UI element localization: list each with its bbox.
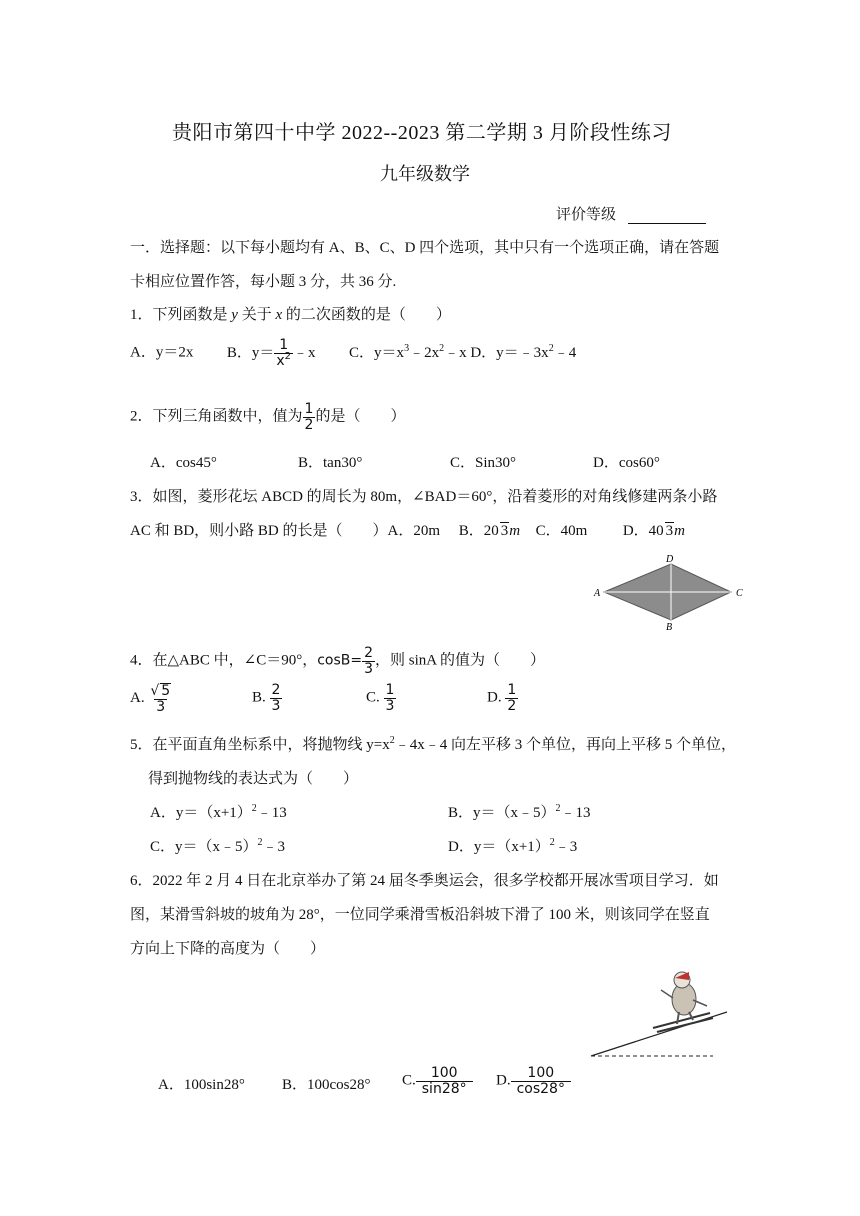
q6-option-a[interactable]: A．100sin28° bbox=[158, 1077, 245, 1093]
section-instructions-line2: 卡相应位置作答，每小题 3 分，共 36 分. bbox=[130, 274, 397, 290]
rhombus-figure bbox=[592, 553, 752, 633]
q1-option-d[interactable]: D．$y=﹣3x^2﹣4$ bbox=[470, 342, 577, 361]
q1-option-b[interactable]: B．y＝ $\frac{1}{x^2}$ ﹣x bbox=[226, 337, 316, 369]
section-instructions-line1: 一．选择题：以下每小题均有 A、B、C、D 四个选项，其中只有一个选项正确，请在答题 bbox=[130, 240, 720, 256]
page-subtitle: 九年级数学 bbox=[380, 164, 470, 184]
vertex-a-label: A bbox=[594, 588, 601, 599]
q4-option-c[interactable]: C. $\frac{1}{3}$ bbox=[366, 682, 395, 714]
question-2-stem: 2．下列三角函数中，值为 $\frac{1}{2}$ 的是（ ） bbox=[130, 401, 406, 433]
vertex-c-label: C bbox=[736, 588, 743, 599]
q5-option-b[interactable]: B．y＝（x﹣5）$^2$﹣13 bbox=[448, 803, 591, 821]
question-1-options bbox=[130, 338, 576, 368]
question-3-line2: AC 和 BD，则小路 BD 的长是（ ）A．20m B．20 3m C．40m D．40 3m bbox=[130, 523, 685, 539]
ski-slope-figure bbox=[585, 960, 735, 1066]
question-4-stem: 4．在△ABC 中，∠C＝90°，cosB= $\frac{2}{3}$ ，则 sinA 的值为（ ） bbox=[130, 645, 546, 677]
q1-option-c[interactable]: C．$y=x^3﹣2x^2﹣x$ bbox=[349, 342, 467, 361]
q2-option-d[interactable]: D．cos60° bbox=[593, 455, 660, 471]
q5-option-a[interactable]: A．$y=(x+1)^2﹣13$ bbox=[150, 803, 287, 821]
grade-blank[interactable] bbox=[628, 209, 706, 224]
q6-option-d[interactable]: D. $\frac{100}{\cos 28^\circ}$ bbox=[496, 1066, 571, 1096]
q1-option-a[interactable]: A．y＝2x bbox=[130, 344, 194, 361]
question-5-line1: 5．在平面直角坐标系中，将抛物线 $y=x^2﹣4x﹣4$ 向左平移 3 个单位，再向上平移 5 个单位， bbox=[130, 735, 736, 753]
vertex-b-label: B bbox=[666, 622, 673, 633]
question-6-line2: 图，某滑雪斜坡的坡角为 28°，一位同学乘滑雪板沿斜坡下滑了 100 米，则该同学在竖直 bbox=[130, 907, 710, 923]
q2-option-b[interactable]: B．tan30° bbox=[298, 455, 363, 471]
grade-label: 评价等级 bbox=[556, 207, 617, 223]
q3-option-d[interactable]: D．40 3m bbox=[622, 523, 685, 539]
q5-option-c[interactable]: C．y＝（x﹣5）$^2$﹣3 bbox=[150, 837, 286, 855]
q4-option-d[interactable]: D. $\frac{1}{2}$ bbox=[487, 682, 517, 714]
question-6-line1: 6．2022 年 2 月 4 日在北京举办了第 24 届冬季奥运会，很多学校都开展冰雪项目学习．如 bbox=[130, 873, 719, 889]
question-5-line2: 得到抛物线的表达式为（ ） bbox=[148, 771, 359, 787]
q2-option-c[interactable]: C．Sin30° bbox=[450, 455, 517, 471]
q4-option-a[interactable]: A. $\frac{√ 5}{3}$ bbox=[130, 683, 171, 715]
skier-icon bbox=[653, 972, 713, 1032]
vertex-d-label: D bbox=[666, 554, 674, 565]
q6-option-c[interactable]: C. $\frac{100}{\sin 28^\circ}$ bbox=[402, 1066, 473, 1096]
question-3-line1: 3．如图，菱形花坛 ABCD 的周长为 80m，∠BAD＝60°，沿着菱形的对角线修建两条小路 bbox=[130, 489, 718, 505]
grade-field bbox=[556, 203, 706, 224]
q2-option-a[interactable]: A．cos45° bbox=[150, 455, 217, 471]
q5-option-d[interactable]: D．$y=(x+1)^2﹣3$ bbox=[448, 837, 578, 855]
question-6-line3: 方向上下降的高度为（ ） bbox=[130, 941, 326, 957]
question-1-stem: 1．下列函数是 y 关于 x 的二次函数的是（ ） bbox=[130, 307, 451, 323]
q6-option-b[interactable]: B．100cos28° bbox=[282, 1077, 371, 1093]
q4-option-b[interactable]: B. $\frac{2}{3}$ bbox=[252, 682, 281, 714]
page-title: 贵阳市第四十中学 2022--2023 第二学期 3 月阶段性练习 bbox=[172, 122, 672, 144]
q3-option-c[interactable]: C．40m bbox=[535, 523, 588, 539]
